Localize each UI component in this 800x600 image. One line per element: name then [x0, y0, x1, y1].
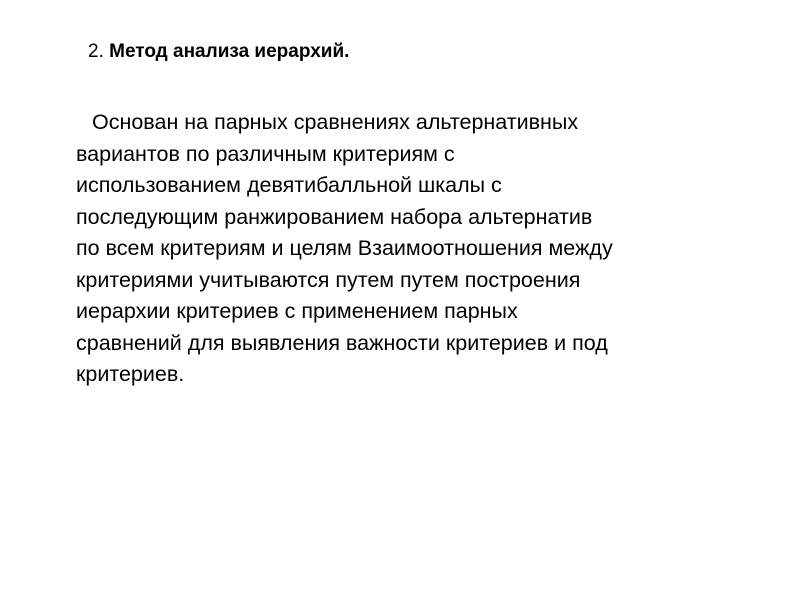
- body-line: вариантов по различным критериям с: [76, 141, 455, 166]
- body-line: критериями учитываются путем путем построения: [76, 267, 581, 292]
- heading-title: Метод анализа иерархий.: [109, 41, 350, 62]
- body-line: критериев.: [76, 362, 185, 386]
- body-line: иерархии критериев с применением парных: [76, 299, 518, 323]
- body-line: Основан на парных сравнениях альтернативных: [92, 110, 579, 134]
- body-line: сравнений для выявления важности критериев и под: [76, 330, 608, 355]
- slide-heading: [88, 40, 349, 64]
- heading-number: 2.: [88, 41, 110, 62]
- body-paragraph: [76, 107, 766, 391]
- body-line: использованием девятибалльной шкалы с: [76, 173, 502, 197]
- body-line: по всем критериям и целям Взаимоотношения между: [76, 236, 613, 260]
- body-line: последующим ранжированием набора альтернатив: [76, 204, 593, 229]
